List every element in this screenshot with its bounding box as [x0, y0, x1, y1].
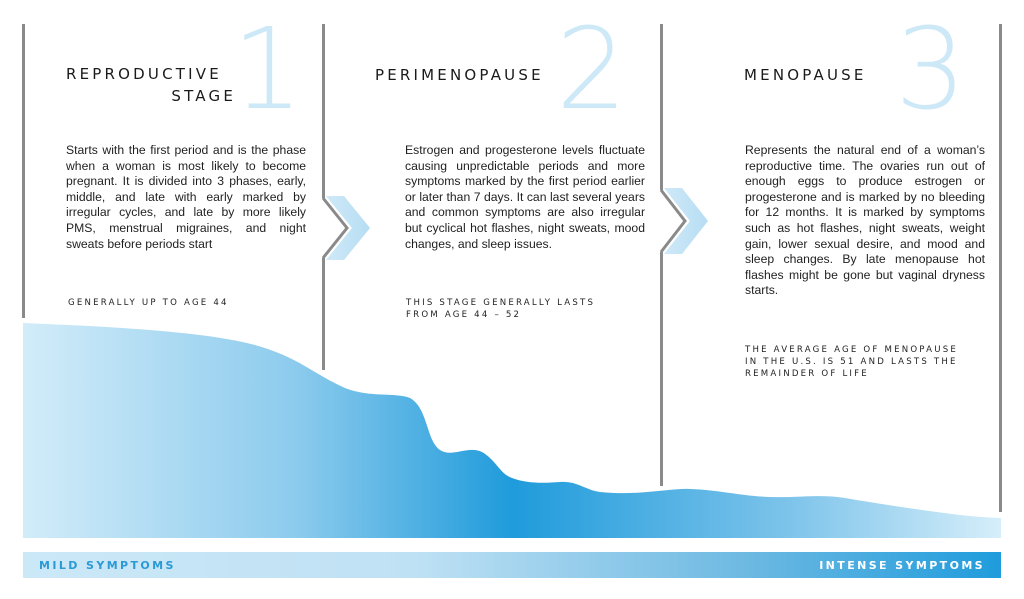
stage-number: 3 [895, 5, 967, 135]
stage-title: PERIMENOPAUSE [375, 66, 544, 84]
stage-number: 2 [556, 5, 628, 135]
symptom-intensity-legend [23, 552, 1001, 578]
mild-symptoms-label: MILD SYMPTOMS [39, 559, 176, 572]
stage-description: Estrogen and progesterone levels fluctuate causing unpredictable periods and more symptoms marked by the first period earlier or later than 7 days. It can last several years and common symptoms are also irregular but cyclical hot flashes, night sweats, mood changes, and sleep issues. [405, 143, 645, 251]
stage-title-line: STAGE [171, 87, 236, 105]
divider-line [22, 24, 25, 318]
stage-age-note: GENERALLY UP TO AGE 44 [68, 298, 229, 308]
stage-description: Represents the natural end of a woman’s reproductive time. The ovaries run out of enough eggs to produce estrogen or progesterone and is marked by no bleeding for 12 months. It is marked by symptoms such as hot flashes, night sweats, weight gain, lower sexual desire, and mood and sleep changes. By late menopause hot flashes might be gone but vaginal dryness starts. [745, 143, 985, 298]
stage-age-note [745, 344, 995, 380]
divider-line [322, 24, 325, 198]
stage-age-note [406, 297, 656, 321]
stage-title [66, 63, 236, 107]
intense-symptoms-label: INTENSE SYMPTOMS [819, 559, 985, 572]
divider-line [660, 252, 663, 486]
stage-title-line: REPRODUCTIVE [66, 65, 222, 83]
stage-description: Starts with the first period and is the phase when a woman is most likely to become pregnant. It is divided into 3 phases, early, middle, and late with early marked by irregular cycles, and late by more likely PMS, menstrual migraines, and night sweats before periods start [66, 143, 306, 251]
stage-age-note-line: THIS STAGE GENERALLY LASTS [406, 298, 596, 308]
stage-number: 1 [232, 5, 304, 135]
stage-age-note-line: IN THE U.S. IS 51 AND LASTS THE [745, 357, 958, 367]
stage-age-note-line: THE AVERAGE AGE OF MENOPAUSE [745, 345, 958, 355]
stage-age-note-line: REMAINDER OF LIFE [745, 369, 869, 379]
stage-age-note-line: FROM AGE 44 – 52 [406, 310, 522, 320]
stage-title: MENOPAUSE [744, 66, 867, 84]
divider-line [999, 24, 1002, 512]
divider-line [660, 24, 663, 190]
divider-line [322, 258, 325, 370]
